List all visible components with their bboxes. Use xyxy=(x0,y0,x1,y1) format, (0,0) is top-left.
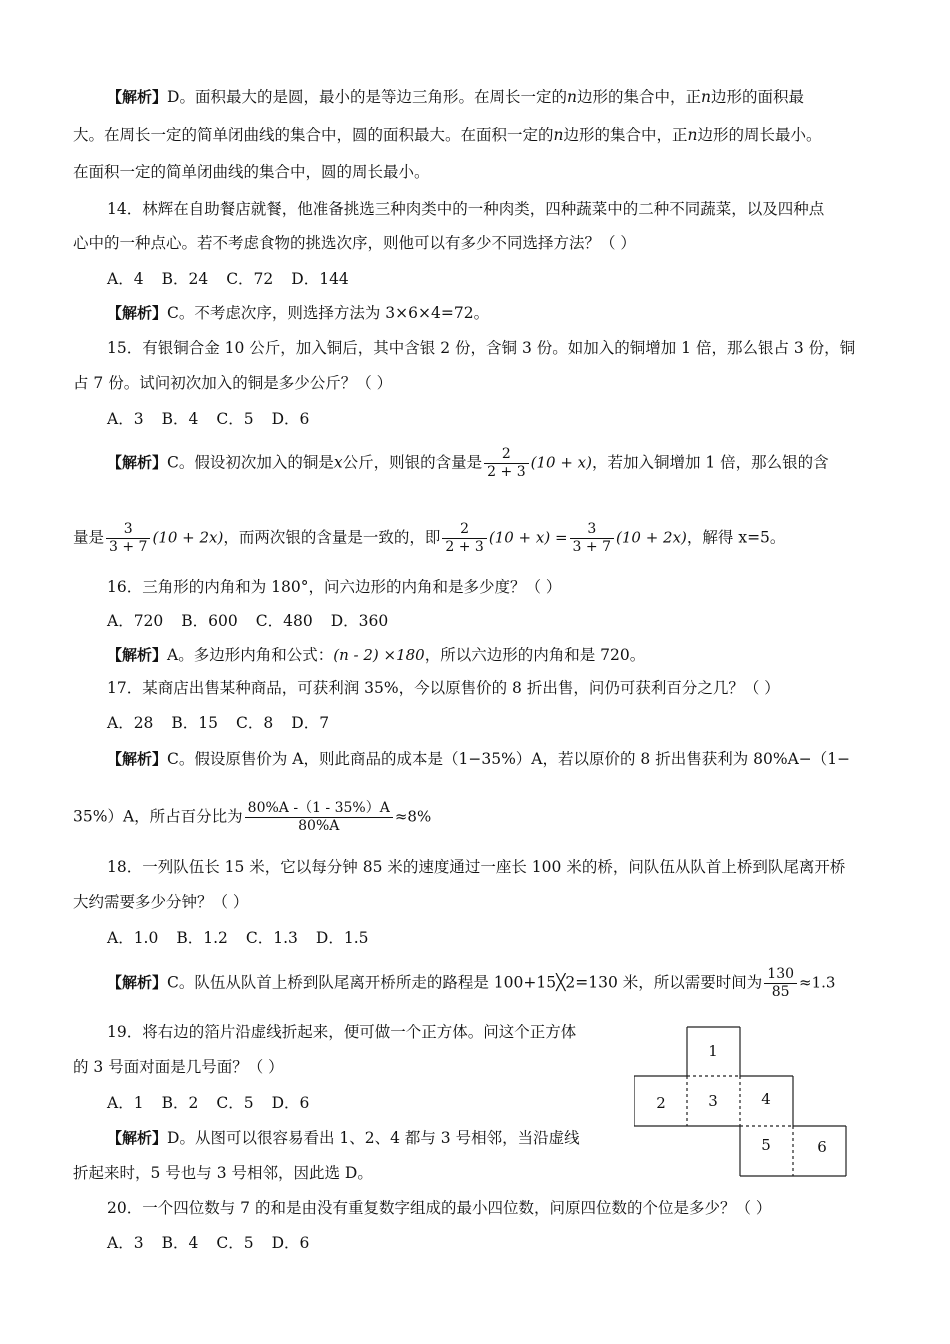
q19-options xyxy=(107,1092,327,1114)
option-d: D．144 xyxy=(291,270,349,288)
option-a: A．720 xyxy=(107,612,164,630)
q19-analysis-line1: 【解析】D。从图可以很容易看出 1、2、4 都与 3 号相邻，当沿虚线 xyxy=(107,1129,580,1147)
face-1-label: 1 xyxy=(708,1042,718,1060)
option-b: B．15 xyxy=(171,714,219,732)
option-d: D．360 xyxy=(330,612,389,630)
option-b: B．2 xyxy=(161,1094,199,1112)
option-d: D．6 xyxy=(271,410,310,428)
fraction: $\frac{2}{2 + 3}$ xyxy=(442,521,486,556)
q13-analysis-line3: 在面积一定的简单闭曲线的集合中，圆的周长最小。 xyxy=(73,163,430,181)
option-a: A．1 xyxy=(107,1094,144,1112)
option-c: C．8 xyxy=(236,714,274,732)
q14-analysis: 【解析】C。不考虑次序，则选择方法为 3×6×4=72。 xyxy=(107,304,490,322)
analysis-label: 【解析】 xyxy=(107,453,168,472)
q15-stem-line1: 15．有银铜合金 10 公斤，加入铜后，其中含银 2 份，含铜 3 份。如加入的铜增加 1 倍，那么银占 3 份，铜 xyxy=(107,339,856,357)
face-4-label: 4 xyxy=(761,1090,771,1108)
option-a: A．28 xyxy=(107,714,154,732)
q14-stem-line1: 14．林辉在自助餐店就餐，他准备挑选三种肉类中的一种肉类，四种蔬菜中的二种不同蔬菜，以及四种点 xyxy=(107,200,825,218)
q19-stem-line2: 的 3 号面对面是几号面？（ ） xyxy=(73,1058,284,1076)
analysis-label: 【解析】 xyxy=(107,304,168,322)
option-b: B．600 xyxy=(181,612,238,630)
option-a: A．3 xyxy=(107,410,144,428)
analysis-label: 【解析】 xyxy=(107,88,168,106)
q18-stem-line1: 18．一列队伍长 15 米，它以每分钟 85 米的速度通过一座长 100 米的桥，问队伍从队首上桥到队尾离开桥 xyxy=(107,858,846,876)
fraction: $\frac{2}{2 + 3}$ xyxy=(484,446,528,481)
q13-analysis-line2: 大。在周长一定的简单闭曲线的集合中，圆的面积最大。在面积一定的n边形的集合中，正n边形的周长最小。 xyxy=(73,126,822,144)
cube-net-diagram xyxy=(634,1026,850,1178)
q19-analysis-line2: 折起来时，5 号也与 3 号相邻，因此选 D。 xyxy=(73,1164,373,1182)
q18-analysis: 【解析】C。队伍从队首上桥到队尾离开桥所走的路程是 100+15╳2=130 米，所以需要时间为 $\frac{130}{85}$ ≈1.3 xyxy=(107,966,836,1000)
option-c: C．5 xyxy=(216,410,254,428)
option-b: B．1.2 xyxy=(176,929,228,947)
q18-stem-line2: 大约需要多少分钟？（ ） xyxy=(73,893,249,911)
option-d: D．7 xyxy=(291,714,330,732)
option-c: C．72 xyxy=(226,270,274,288)
q20-options xyxy=(107,1232,327,1254)
option-b: B．24 xyxy=(161,270,209,288)
q15-stem-line2: 占 7 份。试问初次加入的铜是多少公斤？（ ） xyxy=(73,374,393,392)
q16-options xyxy=(107,610,406,632)
q13-analysis-line1: 【解析】D。面积最大的是圆，最小的是等边三角形。在周长一定的n边形的集合中，正n边形的面积最 xyxy=(107,88,804,106)
option-c: C．1.3 xyxy=(245,929,298,947)
option-b: B．4 xyxy=(161,410,199,428)
q16-analysis: 【解析】A。多边形内角和公式：(n - 2) ×180，所以六边形的内角和是 720。 xyxy=(107,646,646,664)
option-b: B．4 xyxy=(161,1234,199,1252)
option-a: A．3 xyxy=(107,1234,144,1252)
option-c: C．5 xyxy=(216,1094,254,1112)
q17-analysis-line2: 35%）A，所占百分比为 $\frac{80\%A -(1 - 35\%)A}{80\%A}$ ≈8% xyxy=(73,800,432,834)
option-d: D．6 xyxy=(271,1094,310,1112)
option-d: D．1.5 xyxy=(315,929,369,947)
option-a: A．1.0 xyxy=(107,929,159,947)
analysis-label: 【解析】 xyxy=(107,973,168,992)
face-6-label: 6 xyxy=(817,1138,827,1156)
option-c: C．480 xyxy=(255,612,313,630)
fraction: $\frac{3}{3 + 7}$ xyxy=(106,521,150,556)
fraction: $\frac{80\%A -(1 - 35\%)A}{80\%A}$ xyxy=(245,800,393,835)
option-c: C．5 xyxy=(216,1234,254,1252)
q17-analysis-line1: 【解析】C。假设原售价为 A，则此商品的成本是（1−35%）A，若以原价的 8 折出售获利为 80%A−（1− xyxy=(107,750,851,768)
q19-stem-line1: 19．将右边的箔片沿虚线折起来，便可做一个正方体。问这个正方体 xyxy=(107,1023,577,1041)
q14-options xyxy=(107,268,367,290)
q15-analysis-line1: 【解析】C。假设初次加入的铜是x公斤，则银的含量是 $\frac{2}{2 + 3}$ (10 + x)，若加入铜增加 1 倍，那么银的含 xyxy=(107,446,829,480)
q16-stem: 16．三角形的内角和为 180°，问六边形的内角和是多少度？（ ） xyxy=(107,578,562,596)
analysis-label: 【解析】 xyxy=(107,1129,168,1147)
fraction: $\frac{3}{3 + 7}$ xyxy=(570,521,614,556)
face-3-label: 3 xyxy=(708,1092,718,1110)
q17-stem: 17．某商店出售某种商品，可获利润 35%，今以原售价的 8 折出售，问仍可获利百分之几？（ ） xyxy=(107,679,780,697)
analysis-label: 【解析】 xyxy=(107,646,168,664)
analysis-label: 【解析】 xyxy=(107,750,168,768)
fraction: $\frac{130}{85}$ xyxy=(764,966,797,1001)
q17-options xyxy=(107,712,347,734)
option-a: A．4 xyxy=(107,270,144,288)
q15-analysis-line2: 量是 $\frac{3}{3 + 7}$ (10 + 2x)，而两次银的含量是一致的，即 $\frac{2}{2 + 3}$ (10 + x) = $\frac{3}{3 + 7}$ (10 + 2x)，解得 x=5。 xyxy=(73,521,786,555)
q15-options xyxy=(107,408,327,430)
q14-stem-line2: 心中的一种点心。若不考虑食物的挑选次序，则他可以有多少不同选择方法？（ ） xyxy=(73,234,636,252)
option-d: D．6 xyxy=(271,1234,310,1252)
q20-stem: 20．一个四位数与 7 的和是由没有重复数字组成的最小四位数，问原四位数的个位是多少？（ ） xyxy=(107,1199,772,1217)
face-5-label: 5 xyxy=(761,1136,771,1154)
face-2-label: 2 xyxy=(656,1094,666,1112)
q18-options xyxy=(107,927,387,949)
